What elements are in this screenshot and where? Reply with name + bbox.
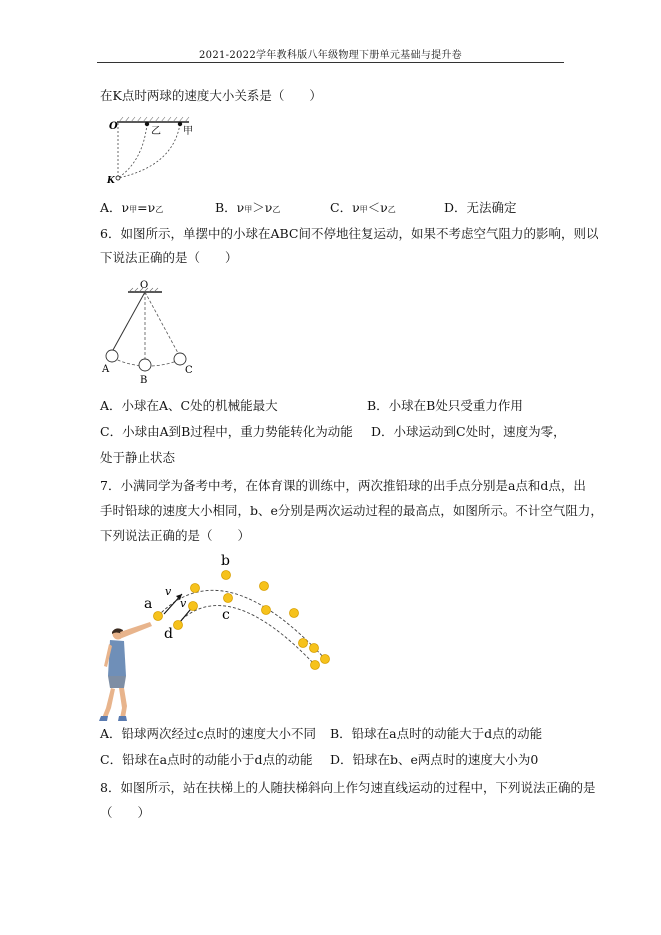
q5-label-k: K [107, 176, 115, 186]
q6-label-o: O [140, 280, 149, 291]
q6-option-d-line1: D．小球运动到C处时，速度为零， [371, 424, 566, 439]
q7-label-a: a [144, 596, 153, 612]
q5-option-c: C．ν甲＜ν乙 [330, 200, 396, 215]
q6-label-b: B [140, 375, 148, 386]
q6-label-c: C [185, 365, 193, 376]
q6-pendulum-figure [98, 278, 208, 386]
q7-label-v1: v [165, 585, 172, 598]
q7-option-d: D．铅球在b、e两点时的速度大小为0 [330, 752, 539, 767]
q6-stem-line1: 6．如图所示，单摆中的小球在ABC间不停地往复运动，如果不考虑空气阻力的影响，则以 [100, 226, 599, 241]
q5-label-yi: 乙 [151, 126, 161, 137]
q7-option-c: C．铅球在a点时的动能小于d点的动能 [100, 752, 313, 767]
q8-stem-line2: （ ） [100, 805, 151, 820]
athlete-figure [99, 622, 152, 721]
q7-label-c: c [222, 607, 230, 623]
q7-stem-line3: 下列说法正确的是（ ） [100, 528, 251, 543]
q7-stem-line2: 手时铅球的速度大小相同，b、e分别是两次运动过程的最高点，如图所示。不计空气阻力， [100, 503, 603, 518]
q5-pendulum-figure [103, 116, 193, 186]
page-header: 2021-2022学年教科版八年级物理下册单元基础与提升卷 [97, 46, 564, 63]
q5-option-b: B．ν甲＞ν乙 [215, 200, 281, 215]
q7-option-b: B．铅球在a点时的动能大于d点的动能 [330, 726, 543, 741]
q6-stem-line2: 下说法正确的是（ ） [100, 250, 238, 265]
q6-option-d-line2: 处于静止状态 [100, 450, 176, 465]
q5-option-d: D．无法确定 [444, 200, 517, 215]
q5-label-jia: 甲 [183, 126, 193, 137]
q6-option-b: B．小球在B处只受重力作用 [367, 398, 523, 413]
q5-label-o: O [109, 121, 118, 132]
q7-label-v2: v [180, 597, 187, 610]
q6-option-a: A．小球在A、C处的机械能最大 [100, 398, 278, 413]
q5-option-a: A．ν甲=ν乙 [100, 200, 164, 215]
q7-label-b: b [221, 553, 230, 569]
q5-stem: 在K点时两球的速度大小关系是（ ） [100, 88, 322, 103]
q7-shot-put-figure [98, 548, 338, 723]
q7-option-a: A．铅球两次经过c点时的速度大小不同 [100, 726, 317, 741]
q7-label-d: d [164, 626, 173, 642]
q6-label-a: A [102, 364, 110, 375]
q6-option-c: C．小球由A到B过程中，重力势能转化为动能 [100, 424, 353, 439]
q8-stem-line1: 8．如图所示，站在扶梯上的人随扶梯斜向上作匀速直线运动的过程中，下列说法正确的是 [100, 780, 596, 795]
q7-stem-line1: 7．小满同学为备考中考，在体育课的训练中，两次推铅球的出手点分别是a点和d点，出 [100, 478, 586, 493]
